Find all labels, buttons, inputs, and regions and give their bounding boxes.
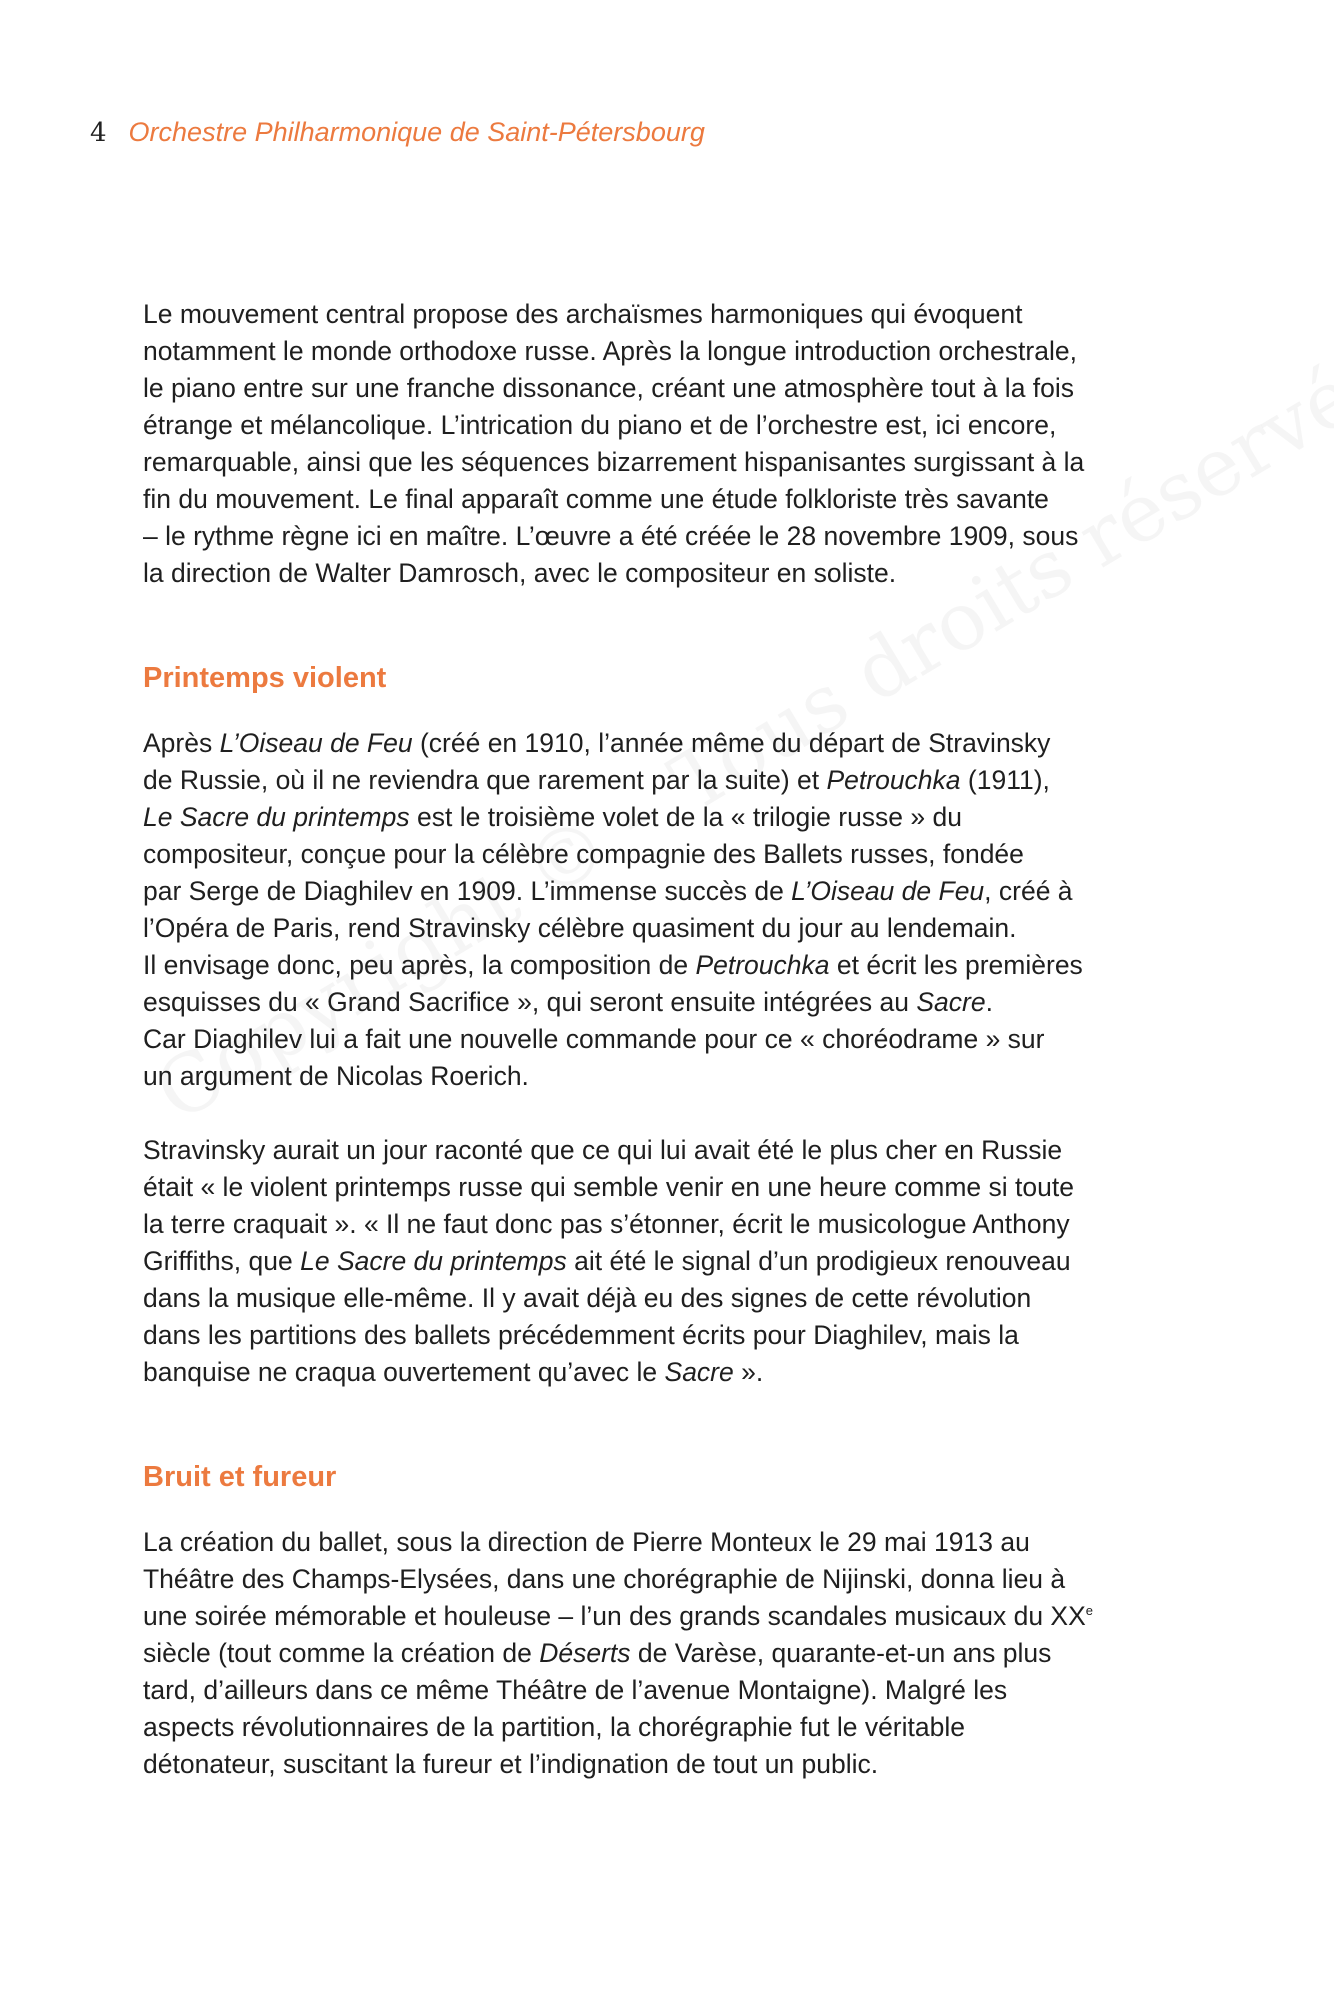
running-title: Orchestre Philharmonique de Saint-Pétersbourg — [128, 117, 705, 147]
work-title: L’Oiseau de Feu — [219, 728, 413, 758]
section-heading-bruit-et-fureur: Bruit et fureur — [143, 1461, 337, 1493]
text-run: par Serge de Diaghilev en 1909. L’immense succès de — [143, 876, 792, 906]
text-line: l’Opéra de Paris, rend Stravinsky célèbre quasiment du jour au lendemain. — [143, 913, 1017, 943]
text-line: dans la musique elle-même. Il y avait déjà eu des signes de cette révolution — [143, 1283, 1032, 1313]
text-run: Il envisage donc, peu après, la composition de — [143, 950, 696, 980]
text-run: de Varèse, quarante-et-un ans plus — [630, 1638, 1052, 1668]
text-line: Le mouvement central propose des archaïsmes harmoniques qui évoquent — [143, 299, 1023, 329]
body-text — [143, 296, 1223, 1783]
text-run: banquise ne craqua ouvertement qu’avec le — [143, 1357, 665, 1387]
text-line: le piano entre sur une franche dissonance, créant une atmosphère tout à la fois — [143, 373, 1075, 403]
paragraph-premiere-scandal — [143, 1524, 1223, 1783]
text-run: esquisses du « Grand Sacrifice », qui seront ensuite intégrées au — [143, 987, 917, 1017]
running-header — [90, 112, 705, 153]
text-line — [143, 1635, 1223, 1672]
text-line: compositeur, conçue pour la célèbre compagnie des Ballets russes, fondée — [143, 839, 1024, 869]
text-line: un argument de Nicolas Roerich. — [143, 1061, 529, 1091]
text-line: la terre craquait ». « Il ne faut donc pas s’étonner, écrit le musicologue Anthony — [143, 1209, 1070, 1239]
text-line: dans les partitions des ballets précédemment écrits pour Diaghilev, mais la — [143, 1320, 1019, 1350]
text-line: Car Diaghilev lui a fait une nouvelle commande pour ce « choréodrame » sur — [143, 1024, 1045, 1054]
text-line: – le rythme règne ici en maître. L’œuvre a été créée le 28 novembre 1909, sous — [143, 521, 1079, 551]
paragraph-central-movement — [143, 296, 1223, 592]
text-line: aspects révolutionnaires de la partition, la chorégraphie fut le véritable — [143, 1712, 965, 1742]
text-line: Stravinsky aurait un jour raconté que ce qui lui avait été le plus cher en Russie — [143, 1135, 1063, 1165]
text-line: notamment le monde orthodoxe russe. Après la longue introduction orchestrale, — [143, 336, 1077, 366]
text-line: la direction de Walter Damrosch, avec le compositeur en soliste. — [143, 558, 897, 588]
text-line — [143, 1598, 1223, 1635]
work-title: L’Oiseau de Feu — [791, 876, 985, 906]
text-run: (créé en 1910, l’année même du départ de Stravinsky — [412, 728, 1051, 758]
text-run: et écrit les premières — [829, 950, 1083, 980]
text-line — [143, 1354, 1223, 1391]
text-line: fin du mouvement. Le final apparaît comme une étude folkloriste très savante — [143, 484, 1049, 514]
text-run: est le troisième volet de la « trilogie russe » du — [409, 802, 962, 832]
page-number: 4 — [90, 118, 107, 148]
text-line: détonateur, suscitant la fureur et l’indignation de tout un public. — [143, 1749, 879, 1779]
text-line: étrange et mélancolique. L’intrication du piano et de l’orchestre est, ici encore, — [143, 410, 1057, 440]
text-line — [143, 725, 1223, 762]
text-line — [143, 984, 1223, 1021]
text-run: . — [985, 987, 993, 1017]
text-run: Griffiths, que — [143, 1246, 301, 1276]
text-run: Après — [143, 728, 220, 758]
text-run: ait été le signal d’un prodigieux renouveau — [566, 1246, 1071, 1276]
paragraph-sacre-origins — [143, 725, 1223, 1095]
work-title: Petrouchka — [826, 765, 961, 795]
text-line: remarquable, ainsi que les séquences bizarrement hispanisantes surgissant à la — [143, 447, 1085, 477]
text-run: siècle (tout comme la création de — [143, 1638, 540, 1668]
work-title: Déserts — [539, 1638, 631, 1668]
text-run: ». — [733, 1357, 764, 1387]
text-run: une soirée mémorable et houleuse – l’un des grands scandales musicaux du XX — [143, 1601, 1086, 1631]
work-title: Le Sacre du printemps — [300, 1246, 567, 1276]
text-line — [143, 873, 1223, 910]
text-line: Théâtre des Champs-Elysées, dans une chorégraphie de Nijinski, donna lieu à — [143, 1564, 1066, 1594]
text-line: tard, d’ailleurs dans ce même Théâtre de l’avenue Montaigne). Malgré les — [143, 1675, 1008, 1705]
text-line: était « le violent printemps russe qui semble venir en une heure comme si toute — [143, 1172, 1074, 1202]
superscript: e — [1085, 1603, 1094, 1619]
text-run: de Russie, où il ne reviendra que rarement par la suite) et — [143, 765, 827, 795]
text-run: , créé à — [984, 876, 1073, 906]
work-title: Sacre — [664, 1357, 734, 1387]
paragraph-stravinsky-russia — [143, 1132, 1223, 1391]
work-title: Sacre — [916, 987, 986, 1017]
text-line — [143, 799, 1223, 836]
section-heading-printemps-violent: Printemps violent — [143, 662, 387, 694]
text-line — [143, 762, 1223, 799]
work-title: Le Sacre du printemps — [143, 802, 410, 832]
text-line: La création du ballet, sous la direction de Pierre Monteux le 29 mai 1913 au — [143, 1527, 1030, 1557]
text-run: (1911), — [960, 765, 1050, 795]
text-line — [143, 1243, 1223, 1280]
work-title: Petrouchka — [695, 950, 830, 980]
text-line — [143, 947, 1223, 984]
